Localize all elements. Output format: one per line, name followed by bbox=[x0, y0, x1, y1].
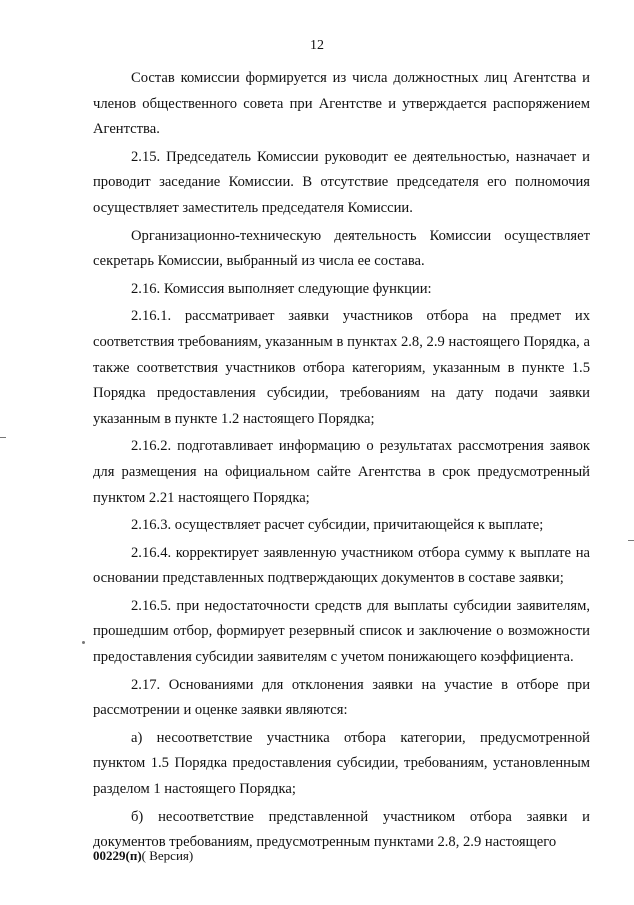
scan-margin-dot bbox=[82, 641, 85, 644]
paragraph-2-16-2: 2.16.2. подготавливает информацию о результатах рассмотрения заявок для размещения на официальном сайте Агентства в срок предусмотренный пунктом 2.21 настоящего Порядка; bbox=[93, 438, 590, 506]
paragraph-2-16-4: 2.16.4. корректирует заявленную участником отбора сумму к выплате на основании представленных подтверждающих документов в составе заявки; bbox=[93, 544, 590, 587]
paragraph-2-15: 2.15. Председатель Комиссии руководит ее деятельностью, назначает и проводит заседание Комиссии. В отсутствие председателя его полномочия осуществляет заместитель председателя Комиссии. bbox=[93, 148, 590, 216]
document-footer bbox=[93, 847, 193, 865]
paragraph-item-b: б) несоответствие представленной участником отбора заявки и документов требованиям, предусмотренным пунктами 2.8, 2.9 настоящего bbox=[93, 808, 590, 851]
paragraph-2-16: 2.16. Комиссия выполняет следующие функции: bbox=[131, 280, 432, 297]
document-version: ( Версия) bbox=[141, 848, 194, 863]
paragraph-item-a: а) несоответствие участника отбора категории, предусмотренной пунктом 1.5 Порядка предоставления субсидии, требованиям, установленным разделом 1 настоящего Порядка; bbox=[93, 729, 590, 798]
document-code: 00229(п) bbox=[93, 848, 142, 863]
scan-margin-mark bbox=[0, 437, 6, 438]
paragraph-2-16-5: 2.16.5. при недостаточности средств для выплаты субсидии заявителям, прошедшим отбор, формирует резервный список и заключение о возможности предоставления субсидии заявителям с учетом понижающего коэффициента. bbox=[93, 597, 590, 666]
paragraph-2-16-1: 2.16.1. рассматривает заявки участников отбора на предмет их соответствия требованиям, указанным в пунктах 2.8, 2.9 настоящего Порядка, а также соответствия участников отбора категориям, указанным в пункте 1.5 Порядка предоставления субсидии, требованиям на дату подачи заявки указанным в пункте 1.2 настоящего Порядка; bbox=[93, 308, 590, 427]
paragraph-commission-composition: Состав комиссии формируется из числа должностных лиц Агентства и членов общественного совета при Агентстве и утверждается распоряжением Агентства. bbox=[93, 70, 590, 138]
document-body bbox=[93, 66, 590, 856]
paragraph-2-17: 2.17. Основаниями для отклонения заявки на участие в отборе при рассмотрении и оценке заявки являются: bbox=[93, 676, 590, 719]
paragraph-secretary: Организационно-техническую деятельность Комиссии осуществляет секретарь Комиссии, выбранный из числа ее состава. bbox=[93, 227, 590, 270]
page-number: 12 bbox=[310, 38, 324, 53]
scan-margin-mark-right bbox=[628, 540, 634, 541]
paragraph-2-16-3: 2.16.3. осуществляет расчет субсидии, причитающейся к выплате; bbox=[131, 517, 544, 534]
